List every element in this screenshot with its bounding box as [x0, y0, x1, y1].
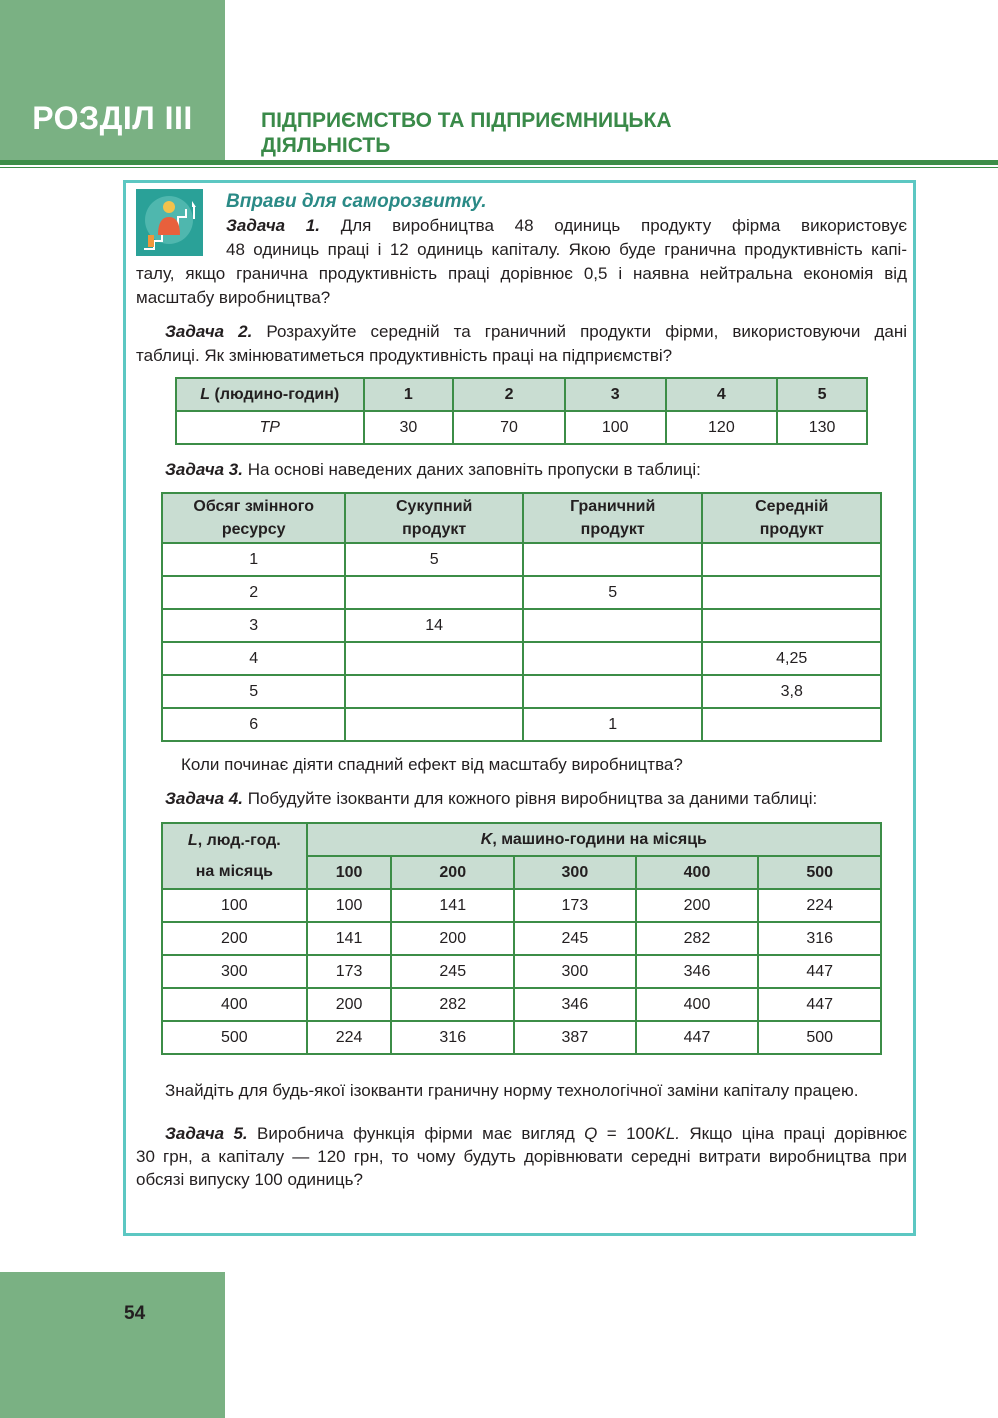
kl-symbol: KL. — [654, 1124, 681, 1143]
table-cell: 200 — [307, 988, 392, 1021]
task4-question: Знайдіть для будь-якої ізокванти граничну норму технологічної заміни капіталу працею. — [165, 1081, 859, 1100]
k-value-header: 200 — [391, 856, 514, 889]
l-unit: , люд.-год. — [197, 832, 281, 849]
task2-label: Задача 2. — [165, 322, 253, 341]
table-cell — [345, 708, 523, 741]
task2-table — [175, 377, 868, 445]
task1-line3: талу, якщо гранична продуктивність праці дорівнює 0,5 і наявна нейтральна економія від — [136, 264, 907, 283]
table-cell: 316 — [758, 922, 881, 955]
l-header-line1 — [163, 825, 306, 856]
q-symbol: Q — [584, 1124, 598, 1143]
task2-tp-label — [176, 411, 364, 444]
table-cell: 3,8 — [702, 675, 881, 708]
table-cell: 141 — [307, 922, 392, 955]
table-cell: 282 — [391, 988, 514, 1021]
task2-row-label-l — [176, 378, 364, 411]
task5-text1a: Виробнича функція фірми має вигляд — [257, 1124, 585, 1143]
task3-body — [162, 543, 881, 741]
table-cell: 282 — [636, 922, 759, 955]
table-cell — [523, 543, 703, 576]
table-cell: 100 — [307, 889, 392, 922]
table-row — [162, 988, 881, 1021]
table-cell — [702, 576, 881, 609]
k-unit: , машино-години на місяць — [492, 830, 707, 848]
header-line: ресурсу — [221, 521, 286, 538]
table-cell: 300 — [514, 955, 636, 988]
table-cell — [523, 609, 703, 642]
task2-tp-row — [176, 411, 867, 444]
table-cell — [523, 675, 703, 708]
l-unit: (людино-годин) — [210, 385, 340, 403]
table-cell: 224 — [758, 889, 881, 922]
table-cell: 5 — [523, 576, 703, 609]
task3-col-header — [345, 493, 523, 543]
table-cell — [702, 708, 881, 741]
header-line: продукт — [759, 521, 824, 538]
table-cell: 200 — [162, 922, 307, 955]
table-cell: 447 — [636, 1021, 759, 1054]
table-row — [162, 675, 881, 708]
table-cell: 1 — [162, 543, 345, 576]
task2-col-header: 4 — [666, 378, 778, 411]
table-cell: 100 — [162, 889, 307, 922]
table-cell: 173 — [514, 889, 636, 922]
table-cell — [702, 609, 881, 642]
table-cell: 316 — [391, 1021, 514, 1054]
table-cell — [702, 543, 881, 576]
table-cell: 14 — [345, 609, 523, 642]
task1-line2: 48 одиниць праці і 12 одиниць капіталу. Якою буде гранична продуктивність капі- — [226, 240, 907, 259]
stairs-climber-icon — [136, 189, 203, 256]
section-label: РОЗДІЛ ІІІ — [32, 100, 193, 136]
table-row — [162, 889, 881, 922]
table-cell — [345, 576, 523, 609]
table-cell: 130 — [777, 411, 867, 444]
task4-table — [161, 822, 882, 1055]
table-cell: 300 — [162, 955, 307, 988]
l-symbol: L — [187, 832, 198, 849]
table-cell — [345, 642, 523, 675]
task2-text1: Розрахуйте середній та граничний продукти фірми, використовуючи дані — [266, 322, 907, 341]
table-cell: 200 — [391, 922, 514, 955]
table-cell: 6 — [162, 708, 345, 741]
header-rule-thin — [0, 167, 998, 168]
table-cell: 346 — [636, 955, 759, 988]
table-cell: 224 — [307, 1021, 392, 1054]
table-cell: 500 — [162, 1021, 307, 1054]
chapter-title-line2: ДІЯЛЬНІСТЬ — [261, 134, 391, 157]
footer-band — [0, 1272, 225, 1418]
task5-line2: 30 грн, а капіталу — 120 грн, то чому будуть дорівнювати середні витрати виробництва при — [136, 1147, 907, 1166]
tp-symbol: TP — [259, 418, 280, 436]
table-cell: 1 — [523, 708, 703, 741]
task3-col-header — [523, 493, 703, 543]
task4-header-row1 — [162, 823, 881, 856]
task2-col-header: 1 — [364, 378, 454, 411]
k-value-header: 100 — [307, 856, 392, 889]
table-cell: 200 — [636, 889, 759, 922]
task1-line1 — [226, 214, 907, 237]
task3-question: Коли починає діяти спадний ефект від масштабу виробництва? — [181, 755, 683, 774]
task2-line1 — [165, 320, 907, 343]
task4-label: Задача 4. — [165, 789, 243, 808]
task3-label: Задача 3. — [165, 460, 243, 479]
page-number: 54 — [124, 1303, 146, 1324]
k-value-header: 400 — [636, 856, 759, 889]
table-cell: 245 — [391, 955, 514, 988]
table-cell: 5 — [345, 543, 523, 576]
task2-col-header: 5 — [777, 378, 867, 411]
table-cell: 400 — [636, 988, 759, 1021]
header-line: Сукупний — [396, 498, 473, 515]
header-band — [0, 0, 225, 162]
table-row — [162, 1021, 881, 1054]
table-row — [162, 576, 881, 609]
task3-col-header — [162, 493, 345, 543]
l-symbol: L — [200, 385, 211, 403]
task1-text1: Для виробництва 48 одиниць продукту фірма використовує — [340, 216, 907, 235]
task2-line2: таблиці. Як змінюватиметься продуктивність праці на підприємстві? — [136, 346, 673, 365]
table-cell: 5 — [162, 675, 345, 708]
table-cell — [345, 675, 523, 708]
task4-line — [165, 787, 907, 810]
k-symbol: K — [480, 830, 493, 848]
task4-k-header — [307, 823, 881, 856]
header-line: продукт — [580, 521, 645, 538]
chapter-title — [261, 108, 861, 158]
task2-header-row — [176, 378, 867, 411]
task1-label: Задача 1. — [226, 216, 320, 235]
table-cell: 173 — [307, 955, 392, 988]
header-rule — [0, 160, 998, 165]
table-row — [162, 708, 881, 741]
header-line: Середній — [755, 498, 829, 515]
task4-body — [162, 889, 881, 1054]
table-cell: 447 — [758, 955, 881, 988]
header-line: Обсяг змінного — [193, 498, 315, 515]
task5-text1b: = 100 — [597, 1124, 655, 1143]
table-cell: 447 — [758, 988, 881, 1021]
table-cell: 245 — [514, 922, 636, 955]
table-row — [162, 642, 881, 675]
table-cell: 4 — [162, 642, 345, 675]
table-cell: 400 — [162, 988, 307, 1021]
task2-col-header: 3 — [565, 378, 666, 411]
chapter-title-line1: ПІДПРИЄМСТВО ТА ПІДПРИЄМНИЦЬКА — [261, 109, 672, 132]
task3-line — [165, 458, 907, 481]
exercises-heading: Вправи для саморозвитку. — [226, 191, 487, 212]
table-cell: 2 — [162, 576, 345, 609]
header-line: Граничний — [570, 498, 656, 515]
table-cell: 30 — [364, 411, 454, 444]
task5-line1 — [165, 1122, 907, 1145]
table-cell: 70 — [453, 411, 565, 444]
task2-col-header: 2 — [453, 378, 565, 411]
task5-label: Задача 5. — [165, 1124, 248, 1143]
task3-text: На основі наведених даних заповніть пропуски в таблиці: — [247, 460, 701, 479]
table-cell: 141 — [391, 889, 514, 922]
table-cell — [523, 642, 703, 675]
task1-line4: масштабу виробництва? — [136, 288, 331, 307]
table-cell: 4,25 — [702, 642, 881, 675]
table-row — [162, 922, 881, 955]
task5-line3: обсязі випуску 100 одиниць? — [136, 1170, 363, 1189]
task3-table — [161, 492, 882, 742]
table-row — [162, 609, 881, 642]
l-header-line2: на місяць — [195, 863, 273, 880]
table-cell: 500 — [758, 1021, 881, 1054]
table-row — [162, 955, 881, 988]
header-line: продукт — [402, 521, 467, 538]
table-cell: 3 — [162, 609, 345, 642]
task5-text1c: Якщо ціна праці дорівнює — [680, 1124, 907, 1143]
table-cell: 346 — [514, 988, 636, 1021]
k-value-header: 500 — [758, 856, 881, 889]
table-cell: 387 — [514, 1021, 636, 1054]
table-row — [162, 543, 881, 576]
table-cell: 120 — [666, 411, 778, 444]
table-cell: 100 — [565, 411, 666, 444]
task3-header-row — [162, 493, 881, 543]
task3-col-header — [702, 493, 881, 543]
task4-l-header — [162, 823, 307, 889]
task4-text: Побудуйте ізокванти для кожного рівня виробництва за даними таблиці: — [247, 789, 818, 808]
k-value-header: 300 — [514, 856, 636, 889]
